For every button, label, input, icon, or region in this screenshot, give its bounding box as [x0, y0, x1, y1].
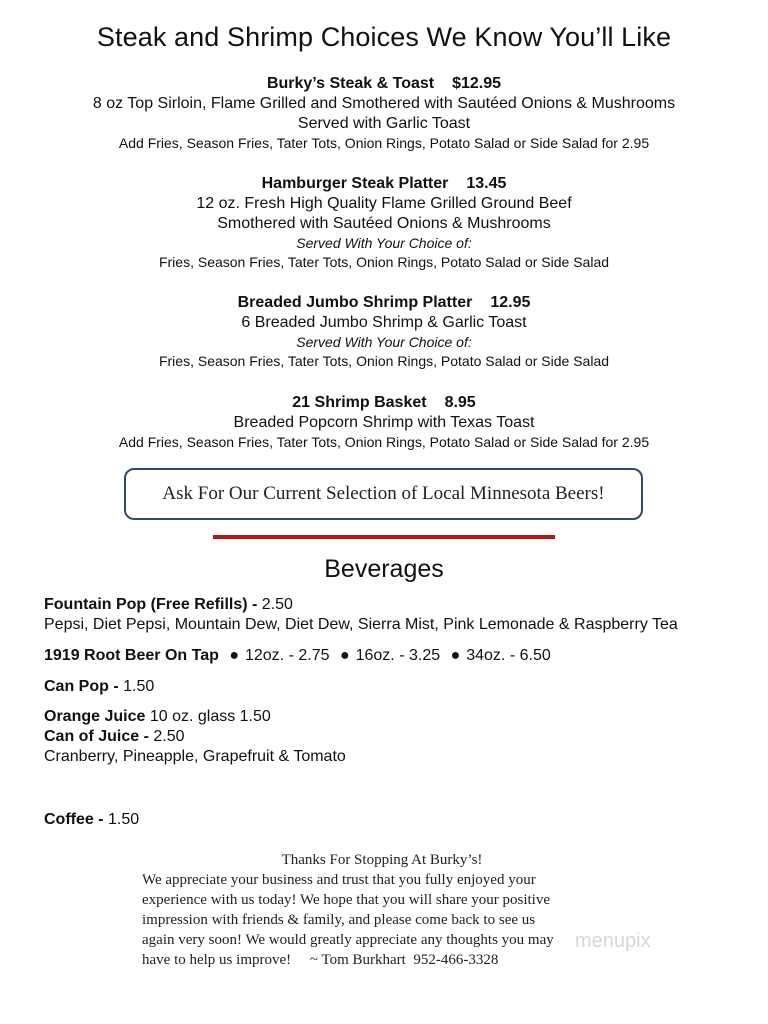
item-description: Smothered with Sautéed Onions & Mushrooms	[217, 215, 551, 232]
beverage-coffee	[44, 810, 139, 830]
beverage-name: Coffee -	[44, 811, 104, 828]
watermark: menupix	[575, 930, 651, 952]
local-beer-banner	[124, 468, 643, 520]
beverage-name: Can of Juice -	[44, 728, 149, 745]
size-price: 16oz. - 3.25	[355, 647, 441, 664]
thank-you-line: have to help us improve! ~ Tom Burkhart 952-466-3328	[142, 952, 499, 968]
thank-you-line: impression with friends & family, and please come back to see us	[142, 912, 536, 928]
item-description: 12 oz. Fresh High Quality Flame Grilled Ground Beef	[196, 195, 572, 212]
item-addon-note: Add Fries, Season Fries, Tater Tots, Onion Rings, Potato Salad or Side Salad for 2.95	[118, 434, 650, 450]
item-heading	[0, 74, 768, 94]
beverages-heading: Beverages	[324, 555, 444, 583]
beverage-flavors: Cranberry, Pineapple, Grapefruit & Tomato	[44, 748, 346, 765]
section-divider	[213, 535, 555, 539]
item-choices: Fries, Season Fries, Tater Tots, Onion Rings, Potato Salad or Side Salad	[158, 353, 610, 369]
beverage-price: 2.50	[261, 596, 293, 613]
beverage-price: 1.50	[108, 811, 140, 828]
item-name: 21 Shrimp Basket	[292, 394, 427, 411]
item-price: $12.95	[452, 75, 502, 92]
beverage-root-beer	[44, 646, 551, 666]
item-price: 13.45	[466, 175, 507, 192]
item-choices: Fries, Season Fries, Tater Tots, Onion Rings, Potato Salad or Side Salad	[158, 254, 610, 270]
beverage-can-pop	[44, 677, 154, 697]
menu-item-jumbo-shrimp	[0, 293, 768, 371]
beverage-flavors: Pepsi, Diet Pepsi, Mountain Dew, Diet Dew, Sierra Mist, Pink Lemonade & Raspberry Tea	[44, 616, 678, 633]
beverage-price: 1.50	[123, 678, 155, 695]
item-name: Burky’s Steak & Toast	[266, 75, 435, 92]
size-price: 34oz. - 6.50	[466, 647, 551, 664]
item-name: Breaded Jumbo Shrimp Platter	[237, 294, 473, 311]
item-heading	[0, 393, 768, 413]
menu-item-steak-toast	[0, 74, 768, 153]
item-description: 8 oz Top Sirloin, Flame Grilled and Smothered with Sautéed Onions & Mushrooms	[92, 95, 676, 112]
item-name: Hamburger Steak Platter	[261, 175, 449, 192]
item-addon-note: Add Fries, Season Fries, Tater Tots, Onion Rings, Potato Salad or Side Salad for 2.95	[118, 135, 650, 151]
menu-item-shrimp-basket	[0, 393, 768, 452]
item-heading	[0, 293, 768, 313]
beverage-juices	[44, 707, 346, 767]
item-description: 6 Breaded Jumbo Shrimp & Garlic Toast	[241, 314, 527, 331]
item-price: 8.95	[444, 394, 476, 411]
page-title: Steak and Shrimp Choices We Know You’ll Like	[96, 22, 672, 52]
item-heading	[0, 174, 768, 194]
thank-you-line: experience with us today! We hope that you will share your positive	[142, 892, 550, 908]
beverage-detail: 10 oz. glass 1.50	[149, 708, 271, 725]
thank-you-line: again very soon! We would greatly appreciate any thoughts you may	[142, 932, 554, 948]
beverage-name: Orange Juice	[44, 708, 146, 725]
bullet-icon: ●	[450, 647, 461, 664]
beverage-price: 2.50	[153, 728, 185, 745]
item-price: 12.95	[490, 294, 531, 311]
beverage-name: Fountain Pop (Free Refills) -	[44, 596, 258, 613]
menu-item-hamburger-steak	[0, 174, 768, 272]
beverage-name: Can Pop -	[44, 678, 119, 695]
item-description: Breaded Popcorn Shrimp with Texas Toast	[233, 414, 535, 431]
item-choice-label: Served With Your Choice of:	[296, 235, 472, 251]
item-description: Served with Garlic Toast	[297, 115, 471, 132]
size-price: 12oz. - 2.75	[244, 647, 330, 664]
bullet-icon: ●	[229, 647, 239, 664]
beverage-fountain-pop	[44, 595, 678, 635]
thank-you-heading: Thanks For Stopping At Burky’s!	[281, 852, 483, 868]
thank-you-line: We appreciate your business and trust that you fully enjoyed your	[142, 872, 536, 888]
beer-banner-text: Ask For Our Current Selection of Local Minnesota Beers!	[162, 483, 605, 504]
bullet-icon: ●	[339, 647, 350, 664]
item-choice-label: Served With Your Choice of:	[296, 334, 472, 350]
beverage-name: 1919 Root Beer On Tap	[44, 647, 219, 664]
